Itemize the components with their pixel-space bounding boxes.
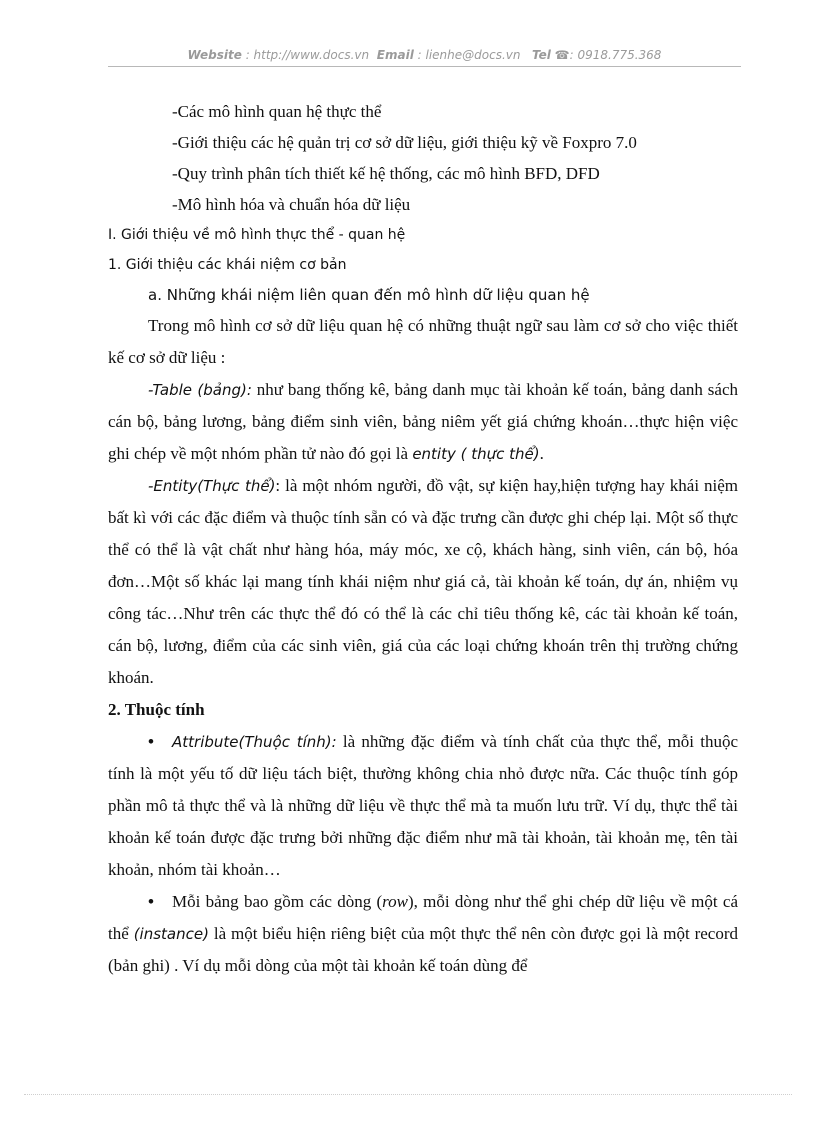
website-text: : http://www.docs.vn — [245, 48, 370, 62]
topic-list — [108, 96, 738, 220]
entity-term: entity ( thực thể) — [412, 445, 540, 463]
row-text-3: là một biểu hiện riêng biệt của một thực thể nên còn được gọi là một record (bản ghi) . Ví dụ mỗi dòng của một tài khoản kế toán dùng để — [108, 924, 738, 975]
section-1-subtitle: 1. Giới thiệu các khái niệm cơ bản — [108, 257, 347, 273]
list-item: -Giới thiệu các hệ quản trị cơ sở dữ liệu, giới thiệu kỹ về Foxpro 7.0 — [172, 133, 637, 152]
row-paragraph — [108, 886, 738, 982]
table-end: . — [539, 444, 544, 463]
footer-divider — [24, 1094, 792, 1095]
table-term: -Table (bảng): — [148, 381, 252, 399]
instance-term: (instance) — [133, 925, 209, 943]
entity-paragraph — [108, 470, 738, 694]
intro-paragraph: Trong mô hình cơ sở dữ liệu quan hệ có những thuật ngữ sau làm cơ sở cho việc thiết kế cơ sở dữ liệu : — [108, 316, 738, 367]
table-text: như bang thống kê, bảng danh mục tài khoản kế toán, bảng danh sách cán bộ, bảng lương, bảng điểm sinh viên, bảng niêm yết giá chứng khoán…thực hiện việc ghi chép về một nhóm phần tử nào đó gọi là — [108, 380, 738, 463]
entity-text: : là một nhóm người, đồ vật, sự kiện hay,hiện tượng hay khái niệm bất kì với các đặc điểm và thuộc tính sẵn có và đặc trưng cần được ghi chép lại. Một số thực thể có thể là vật chất như hàng hóa, máy móc, xe cộ, khách hàng, sinh viên, cán bộ, hóa đơn…Một số khác lại mang tính khái niệm như giá cả, tài khoản kế toán, dự án, nhiệm vụ công tác…Như trên các thực thể đó có thể là các chỉ tiêu thống kê, các tài khoản kế toán, cán bộ, lương, điểm của các sinh viên, giá của các loại chứng khoán trên thị trường chứng khoán. — [108, 476, 738, 687]
tel-label: Tel — [531, 48, 551, 62]
list-item: -Quy trình phân tích thiết kế hệ thống, các mô hình BFD, DFD — [172, 164, 600, 183]
header-divider — [108, 66, 741, 67]
section-2-title: 2. Thuộc tính — [108, 700, 205, 719]
table-paragraph — [108, 374, 738, 470]
bullet-icon: • — [148, 732, 154, 751]
attribute-term: Attribute(Thuộc tính): — [172, 733, 337, 751]
section-1a-heading: a. Những khái niệm liên quan đến mô hình dữ liệu quan hệ — [148, 286, 590, 304]
attribute-text: là những đặc điểm và tính chất của thực thể, mỗi thuộc tính là một yếu tố dữ liệu tách biệt, thường không chia nhỏ được nữa. Các thuộc tính góp phần mô tả thực thể và là những dữ liệu về thực thể mà ta muốn lưu trữ. Ví dụ, thực thể tài khoản kế toán được đặc trưng bởi những đặc điểm như mã tài khoản, tài khoản mẹ, tên tài khoản, nhóm tài khoản… — [108, 732, 739, 879]
page-content — [108, 96, 738, 982]
email-text: : lienhe@docs.vn — [417, 48, 521, 62]
page-header — [108, 48, 741, 62]
list-item: -Mô hình hóa và chuẩn hóa dữ liệu — [172, 195, 411, 214]
list-item: -Các mô hình quan hệ thực thể — [172, 102, 382, 121]
bullet-icon: • — [148, 892, 154, 911]
entity-definition-term: -Entity(Thực thể) — [148, 477, 276, 495]
website-label: Website — [187, 48, 242, 62]
row-text-2: ), mỗi dòng như thể ghi chép dữ liệu về một cá thể — [108, 892, 738, 943]
tel-text: : 0918.775.368 — [569, 48, 662, 62]
attribute-paragraph — [108, 726, 738, 886]
phone-icon: ☎ — [554, 48, 570, 62]
email-label: Email — [376, 48, 414, 62]
row-term: row — [382, 892, 408, 911]
section-1-title: I. Giới thiệu về mô hình thực thể - quan hệ — [108, 227, 406, 243]
row-text-1: Mỗi bảng bao gồm các dòng ( — [172, 892, 383, 911]
